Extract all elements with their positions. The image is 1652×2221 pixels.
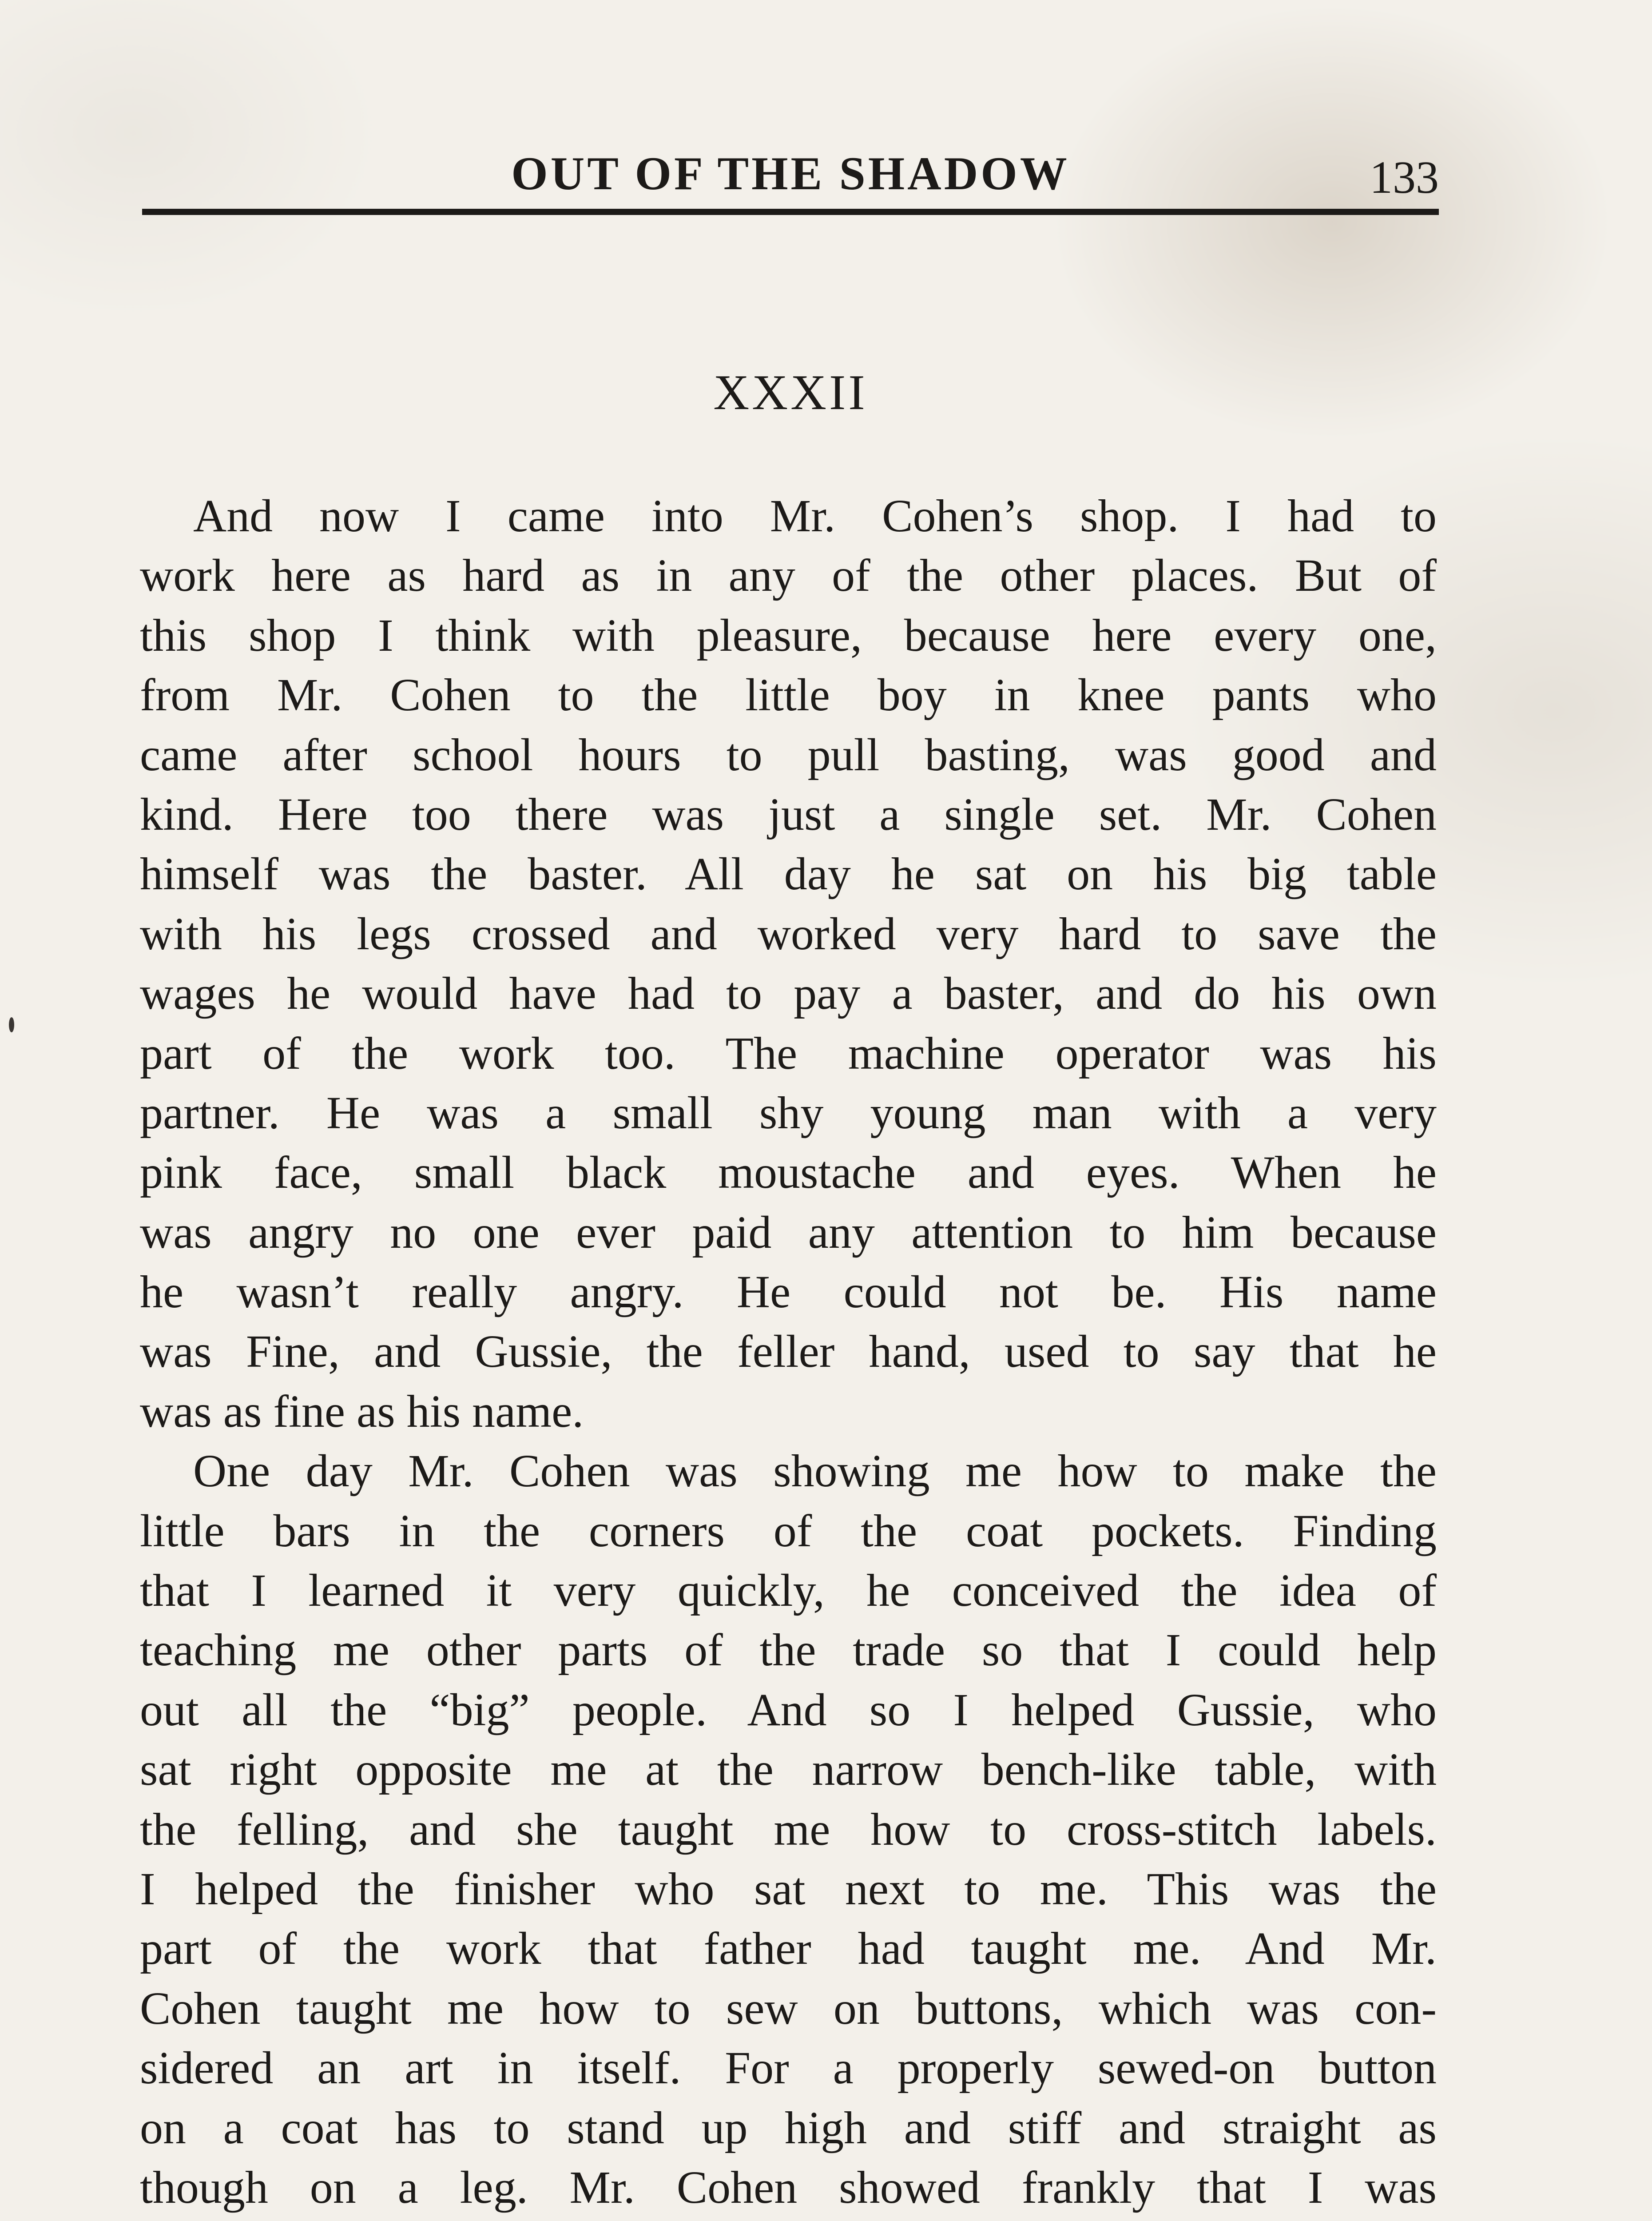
text-line: One day Mr. Cohen was showing me how to make the	[193, 1445, 1437, 1497]
text-line: was angry no one ever paid any attention to him because	[140, 1206, 1437, 1258]
text-line: teaching me other parts of the trade so that I could help	[140, 1624, 1437, 1676]
text-line: wages he would have had to pay a baster, and do his own	[140, 968, 1437, 1019]
page-number: 133	[1370, 152, 1439, 203]
text-line: kind. Here too there was just a single set. Mr. Cohen	[140, 788, 1437, 840]
text-line: sidered an art in itself. For a properly sewed-on button	[140, 2042, 1437, 2094]
running-title: OUT OF THE SHADOW	[511, 147, 1070, 199]
text-line: Cohen taught me how to sew on buttons, which was con-	[140, 1982, 1437, 2034]
header-rule	[142, 209, 1439, 215]
paper-speck	[9, 1017, 14, 1032]
text-line: little bars in the corners of the coat pockets. Finding	[140, 1505, 1437, 1556]
text-line: the felling, and she taught me how to cross-stitch labels.	[140, 1803, 1437, 1855]
text-line: And now I came into Mr. Cohen’s shop. I had to	[193, 490, 1437, 541]
text-line: pink face, small black moustache and eyes. When he	[140, 1147, 1437, 1198]
text-line: from Mr. Cohen to the little boy in knee pants who	[140, 669, 1437, 721]
text-line: work here as hard as in any of the other places. But of	[140, 550, 1437, 601]
text-line	[140, 2217, 1437, 2221]
body-text	[140, 486, 1437, 2221]
text-line: was as fine as his name.	[140, 1385, 584, 1437]
text-line: part of the work too. The machine operator was his	[140, 1027, 1437, 1079]
text-line: came after school hours to pull basting, was good and	[140, 729, 1437, 780]
text-line: partner. He was a small shy young man with a very	[140, 1087, 1437, 1138]
text-line: on a coat has to stand up high and stiff and straight as	[140, 2102, 1437, 2153]
text-line: part of the work that father had taught me. And Mr.	[140, 1923, 1437, 1974]
text-line: he wasn’t really angry. He could not be. His name	[140, 1266, 1437, 1318]
text-line: though on a leg. Mr. Cohen showed frankly that I was	[140, 2161, 1437, 2213]
chapter-heading: XXXII	[713, 365, 868, 420]
text-line: himself was the baster. All day he sat on his big table	[140, 848, 1437, 900]
text-line: was Fine, and Gussie, the feller hand, used to say that he	[140, 1326, 1437, 1377]
text-line: sat right opposite me at the narrow bench-like table, with	[140, 1744, 1437, 1795]
text-line: out all the “big” people. And so I helped Gussie, who	[140, 1684, 1437, 1735]
text-line: I helped the finisher who sat next to me. This was the	[140, 1863, 1437, 1915]
text-line: that I learned it very quickly, he conceived the idea of	[140, 1565, 1437, 1616]
text-line: with his legs crossed and worked very hard to save the	[140, 908, 1437, 959]
text-line: this shop I think with pleasure, because here every one,	[140, 609, 1437, 661]
